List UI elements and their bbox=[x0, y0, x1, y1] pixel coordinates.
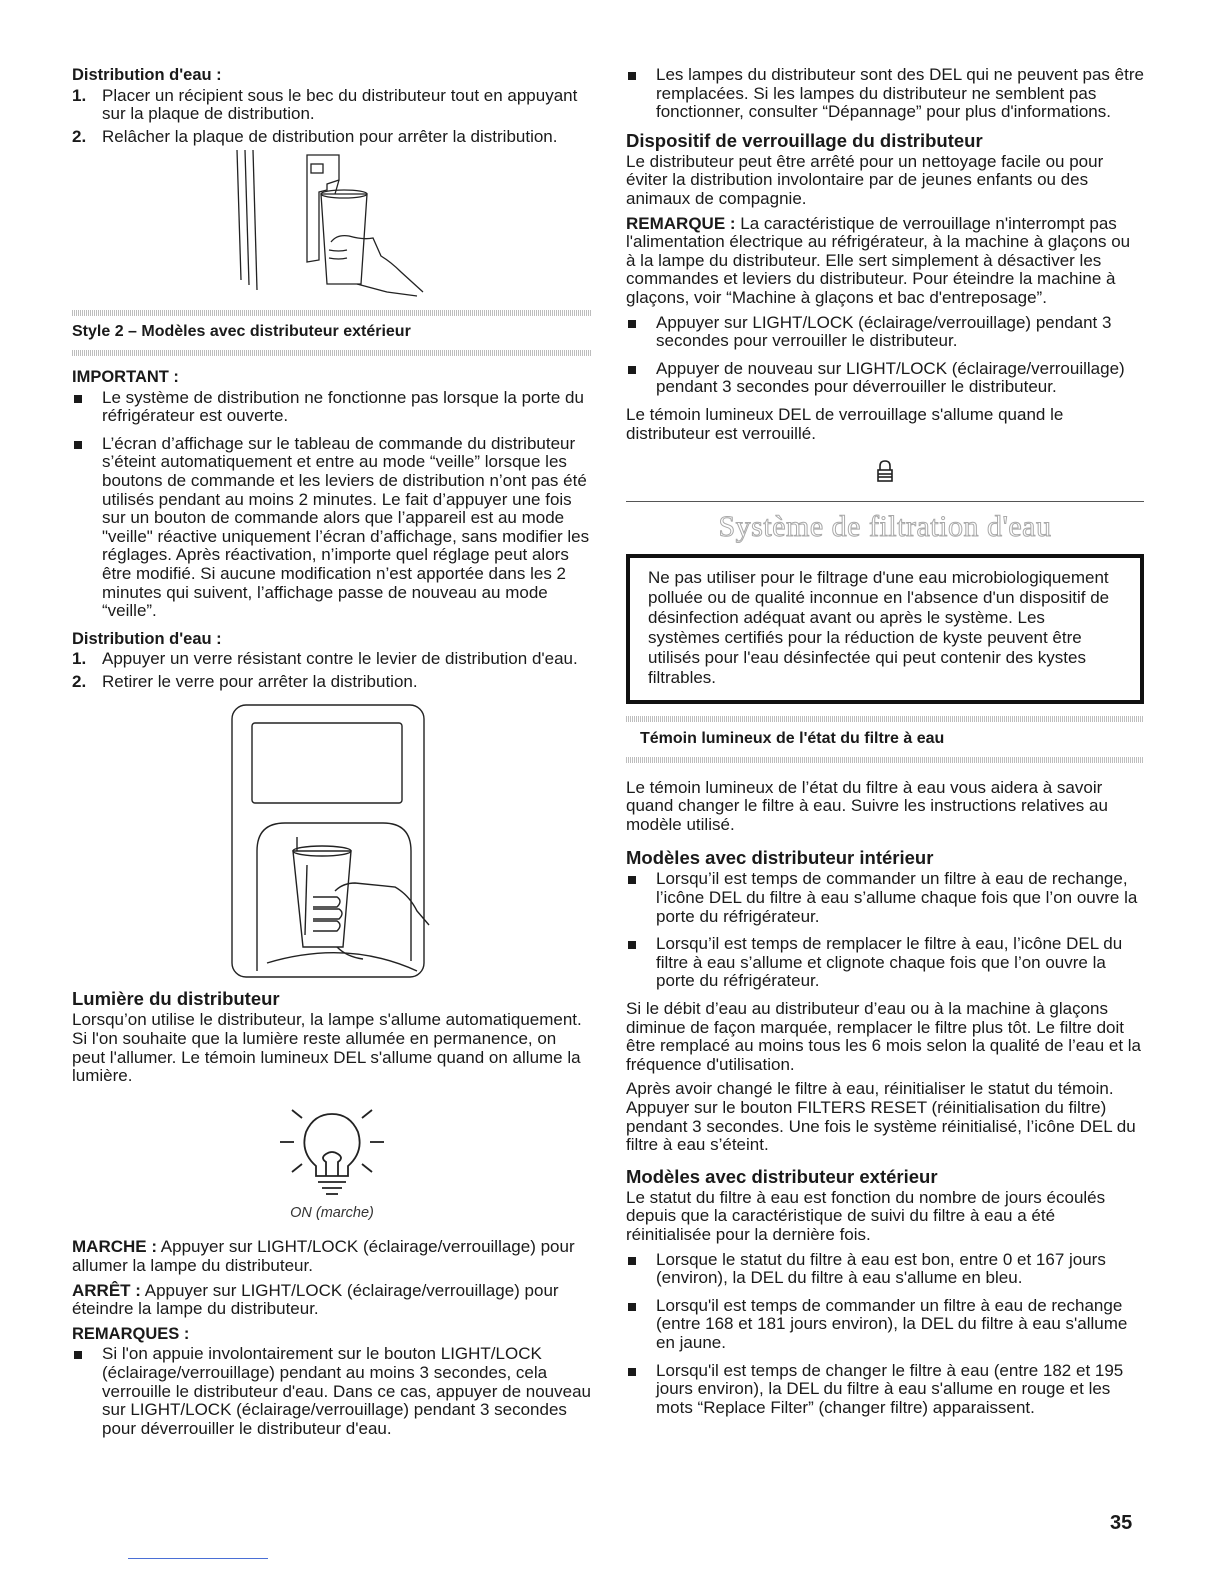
bullet-square-icon bbox=[628, 1368, 636, 1376]
bullet-text: Les lampes du distributeur sont des DEL qui ne peuvent pas être remplacées. Si les lampes du distributeur ne semblent pas fonctionner, consulter “Dépannage” pour plus d'informations. bbox=[656, 65, 1144, 122]
lock-heading: Dispositif de verrouillage du distributeur bbox=[626, 129, 983, 151]
padlock-icon bbox=[875, 459, 895, 483]
bullet-text: Lorsqu'il est temps de commander un filtre à eau de rechange (entre 168 et 181 jours environ), la DEL du filtre à eau s'allume en jaune. bbox=[656, 1295, 1128, 1352]
light-caption: ON (marche) bbox=[290, 1204, 374, 1221]
style2-section-bar bbox=[72, 310, 592, 356]
bullet-text: Appuyer de nouveau sur LIGHT/LOCK (éclairage/verrouillage) pendant 3 secondes pour déverrouiller le distributeur. bbox=[656, 358, 1125, 397]
bullet-square-icon bbox=[628, 876, 636, 884]
bullet-item bbox=[626, 1362, 1144, 1418]
light-bulb-icon bbox=[272, 1102, 392, 1202]
dispensing-heading-2: Distribution d'eau : bbox=[72, 629, 222, 648]
lock-led-paragraph: Le témoin lumineux DEL de verrouillage s'allume quand le distributeur est verrouillé. bbox=[626, 404, 1064, 443]
filter-status-title: Témoin lumineux de l'état du filtre à eau bbox=[640, 730, 945, 748]
light-heading: Lumière du distributeur bbox=[72, 988, 280, 1010]
hatch-strip bbox=[72, 350, 592, 356]
step-item bbox=[72, 128, 592, 147]
bullet-text: Appuyer sur LIGHT/LOCK (éclairage/verrouillage) pendant 3 secondes pour verrouiller le distributeur. bbox=[656, 312, 1112, 351]
step-item bbox=[72, 673, 592, 692]
on-text: Appuyer sur LIGHT/LOCK (éclairage/verrouillage) pour allumer la lampe du distributeur. bbox=[72, 1237, 575, 1276]
bullet-item bbox=[626, 1297, 1144, 1353]
step-text: Relâcher la plaque de distribution pour arrêter la distribution. bbox=[102, 126, 558, 146]
interior-models-heading: Modèles avec distributeur intérieur bbox=[626, 847, 934, 869]
bullet-item bbox=[626, 66, 1144, 122]
exterior-dispenser-illustration bbox=[227, 701, 437, 981]
interior-paragraph-2: Après avoir changé le filtre à eau, réinitialiser le statut du témoin. Appuyer sur le bouton FILTERS RESET (réinitialisation du filtre) pendant 3 secondes. Une fois le système réinitialisé, l’icône DEL du filtre à eau s’éteint. bbox=[626, 1079, 1136, 1155]
bullet-text: Le système de distribution ne fonctionne pas lorsque la porte du réfrigérateur est ouverte. bbox=[102, 387, 584, 426]
bullet-square-icon bbox=[628, 72, 636, 80]
remark-text: La caractéristique de verrouillage n'interrompt pas l'alimentation électrique au réfrigérateur, à la machine à glaçons ou à la lampe du distributeur. Elle sert simplement à désactiver les commandes et leviers du distributeur. Pour éteindre la machine à glaçons, voir “Machine à glaçons et bac d'entreposage”. bbox=[626, 213, 1131, 307]
filter-status-bar bbox=[626, 716, 1144, 763]
step-number: 2. bbox=[72, 671, 87, 691]
bullet-square-icon bbox=[628, 1257, 636, 1265]
bullet-square-icon bbox=[74, 441, 82, 449]
bullet-text: Lorsqu’il est temps de commander un filtre à eau de rechange, l’icône DEL du filtre à eau s’allume chaque fois que l’on ouvre la porte du réfrigérateur. bbox=[656, 869, 1138, 926]
step-number: 1. bbox=[72, 85, 87, 105]
step-number: 2. bbox=[72, 126, 87, 146]
bullet-text: Lorsqu'il est temps de changer le filtre à eau (entre 182 et 195 jours environ), la DEL du filtre à eau s'allume en rouge et les mots “Replace Filter” (changer filtre) apparaissent. bbox=[656, 1360, 1124, 1417]
step-text: Appuyer un verre résistant contre le levier de distribution d'eau. bbox=[102, 649, 578, 669]
bullet-square-icon bbox=[628, 1303, 636, 1311]
dispensing-heading-1: Distribution d'eau : bbox=[72, 66, 222, 84]
bullet-item bbox=[626, 870, 1144, 926]
exterior-paragraph: Le statut du filtre à eau est fonction du nombre de jours écoulés depuis que la caractéristique de suivi du filtre à eau a été réinitialisée pour la dernière fois. bbox=[626, 1187, 1106, 1244]
remark-label: REMARQUE : bbox=[626, 213, 736, 233]
footer-rule bbox=[128, 1558, 268, 1559]
interior-dispenser-illustration bbox=[227, 150, 437, 300]
right-column bbox=[626, 66, 1144, 1426]
bullet-item bbox=[72, 389, 592, 426]
important-heading: IMPORTANT : bbox=[72, 367, 179, 386]
lock-paragraph: Le distributeur peut être arrêté pour un nettoyage facile ou pour éviter la distribution involontaire par de jeunes enfants ou des animaux de compagnie. bbox=[626, 151, 1104, 208]
bullet-text: L’écran d’affichage sur le tableau de commande du distributeur s’éteint automatiquement et entre au mode “veille” lorsque les boutons de commande et les leviers de distribution n’ont pas été utilisés pendant au moins 2 minutes. Le fait d’appuyer une fois sur un bouton de commande alors que l’appareil est au mode "veille" réactive uniquement l’écran d’affichage, sans modifier les réglages. Après réactivation, n’importe quel réglage peut alors être modifié. Si aucune modification n’est apportée dans les 2 minutes qui suivent, l’affichage passe de nouveau au mode “veille”. bbox=[102, 433, 590, 621]
lock-remark bbox=[626, 215, 1144, 308]
off-label: ARRÊT : bbox=[72, 1280, 141, 1300]
style2-title: Style 2 – Modèles avec distributeur extérieur bbox=[72, 323, 411, 341]
exterior-models-heading: Modèles avec distributeur extérieur bbox=[626, 1165, 938, 1187]
off-text: Appuyer sur LIGHT/LOCK (éclairage/verrouillage) pour éteindre la lampe du distributeur. bbox=[72, 1280, 559, 1319]
remarks-heading: REMARQUES : bbox=[72, 1324, 190, 1343]
warning-box: Ne pas utiliser pour le filtrage d'une eau microbiologiquement polluée ou de qualité inconnue en l'absence d'un dispositif de désinfection adéquat avant ou après le système. Les systèmes certifiés pour la réduction de kyste peuvent être utilisés pour l'eau désinfectée qui peut contenir des kystes filtrables. bbox=[626, 554, 1144, 704]
step-item bbox=[72, 87, 592, 124]
bullet-square-icon bbox=[74, 395, 82, 403]
on-label: MARCHE : bbox=[72, 1237, 157, 1257]
bullet-text: Si l'on appuie involontairement sur le bouton LIGHT/LOCK (éclairage/verrouillage) pendant au moins 3 secondes, cela verrouille le distributeur d'eau. Dans ce cas, appuyer de nouveau sur LIGHT/LOCK (éclairage/verrouillage) pendant 3 secondes pour déverrouiller le distributeur d'eau. bbox=[102, 1344, 591, 1438]
bullet-item bbox=[626, 1251, 1144, 1288]
bullet-square-icon bbox=[628, 320, 636, 328]
bullet-item bbox=[626, 935, 1144, 991]
section-divider bbox=[626, 501, 1144, 502]
page-number: 35 bbox=[1110, 1512, 1133, 1534]
bullet-item bbox=[72, 1345, 592, 1438]
bullet-item bbox=[626, 314, 1144, 351]
light-paragraph: Lorsqu’on utilise le distributeur, la lampe s'allume automatiquement. Si l'on souhaite que la lumière reste allumée en permanence, on peut l'allumer. Le témoin lumineux DEL s'allume quand on allume la lumière. bbox=[72, 1010, 582, 1086]
filter-intro-paragraph: Le témoin lumineux de l’état du filtre à eau vous aidera à savoir quand changer le filtre à eau. Suivre les instructions relatives au modèle utilisé. bbox=[626, 777, 1108, 834]
bullet-item bbox=[72, 435, 592, 621]
bullet-square-icon bbox=[628, 941, 636, 949]
filtration-section-title: Système de filtration d'eau bbox=[718, 510, 1052, 544]
interior-paragraph-1: Si le débit d’eau au distributeur d’eau ou à la machine à glaçons diminue de façon marquée, remplacer le filtre plus tôt. Le filtre doit être remplacé au moins tous les 6 mois selon la qualité de l’eau et la fréquence d'utilisation. bbox=[626, 999, 1142, 1074]
step-number: 1. bbox=[72, 649, 87, 669]
bullet-item bbox=[626, 360, 1144, 397]
bullet-text: Lorsque le statut du filtre à eau est bon, entre 0 et 167 jours (environ), la DEL du filtre à eau s'allume en bleu. bbox=[656, 1249, 1106, 1288]
bullet-square-icon bbox=[628, 366, 636, 374]
step-text: Retirer le verre pour arrêter la distribution. bbox=[102, 671, 418, 691]
step-text: Placer un récipient sous le bec du distributeur tout en appuyant sur la plaque de distribution. bbox=[102, 85, 578, 124]
off-paragraph bbox=[72, 1282, 592, 1319]
on-paragraph bbox=[72, 1238, 592, 1275]
bullet-text: Lorsqu’il est temps de remplacer le filtre à eau, l’icône DEL du filtre à eau s’allume et clignote chaque fois que l’on ouvre la porte du réfrigérateur. bbox=[656, 934, 1123, 991]
hatch-strip bbox=[626, 757, 1144, 763]
bullet-square-icon bbox=[74, 1351, 82, 1359]
left-column bbox=[72, 66, 592, 1447]
step-item bbox=[72, 650, 592, 669]
